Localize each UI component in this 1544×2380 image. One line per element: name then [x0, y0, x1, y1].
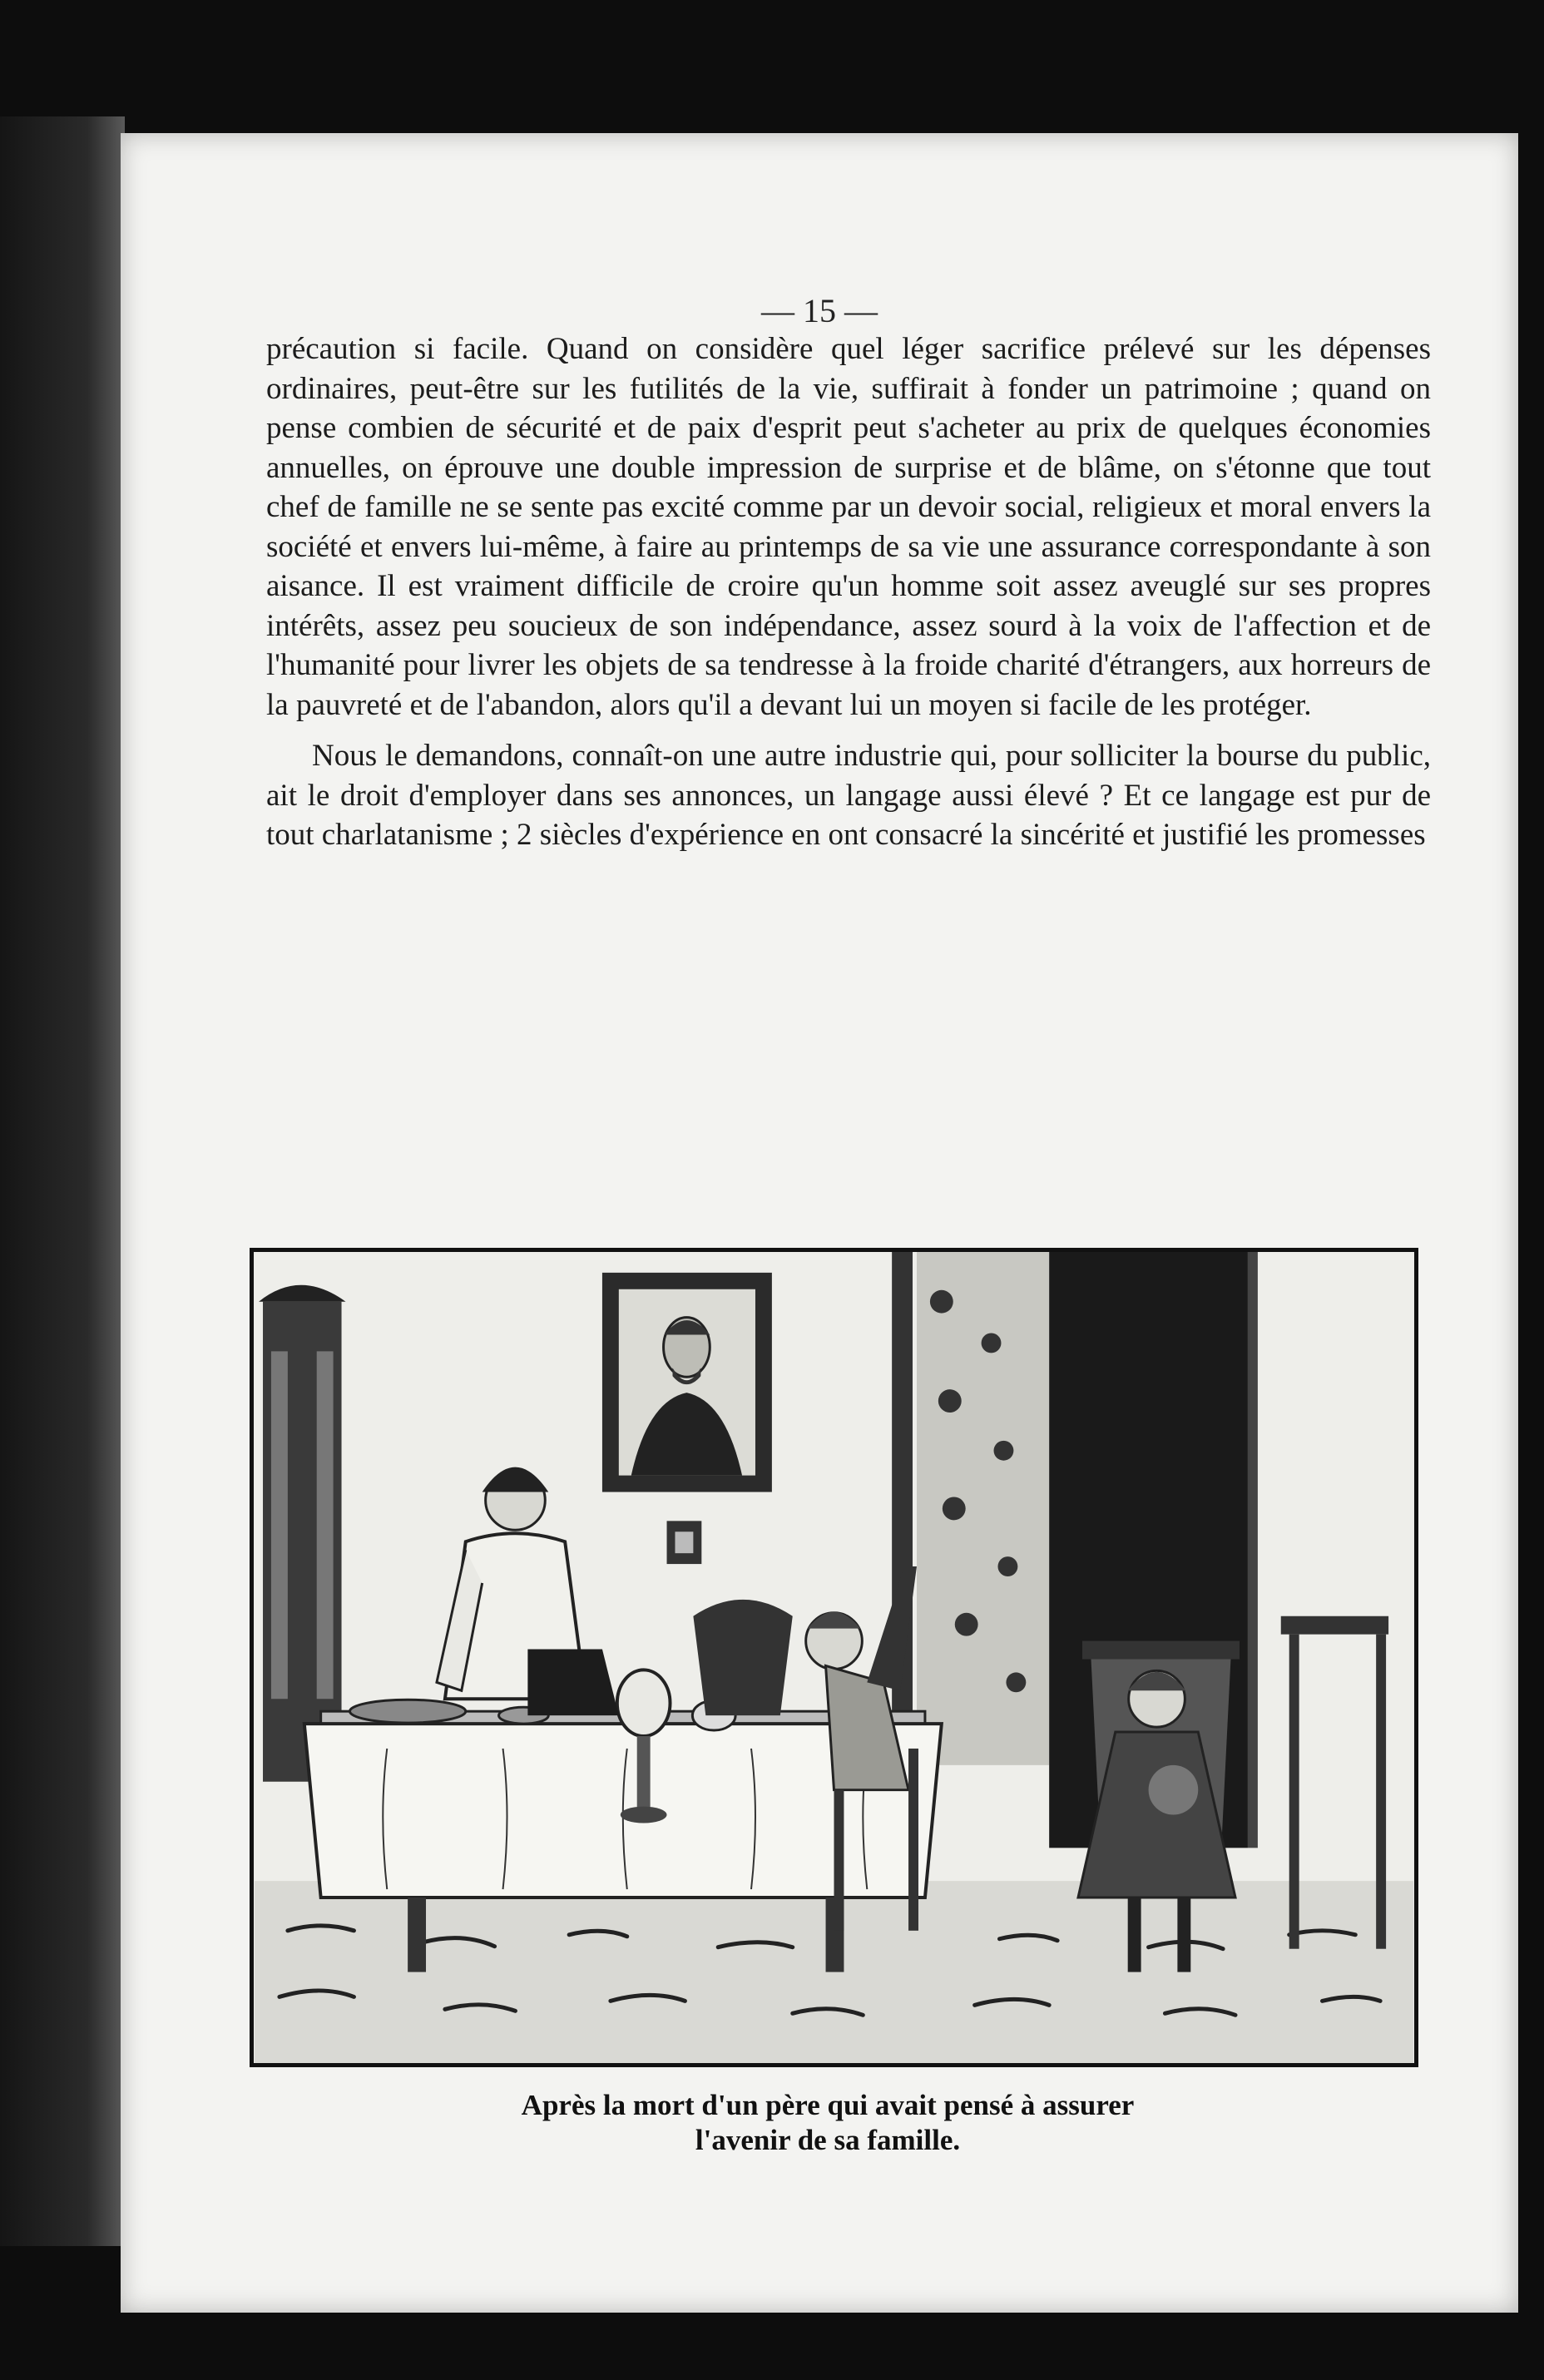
illustration-drawing	[254, 1252, 1414, 2063]
scan-left-edge	[0, 116, 125, 2246]
illustration-caption	[121, 2088, 1518, 2158]
paragraph-2: Nous le demandons, connaît-on une autre industrie qui, pour solliciter la bourse du public, ait le droit d'employer dans ses annonces, un langage aussi élevé ? Et ce langage est pur de tout charlatanisme ; 2 siècles d'expérience en ont consacré la sincérité et justifié les promesses	[266, 739, 1431, 852]
caption-line-2: l'avenir de sa famille.	[695, 2124, 961, 2156]
family-dining-illustration	[250, 1248, 1418, 2067]
body-text	[266, 329, 1431, 855]
paragraph-1: précaution si facile. Quand on considère quel léger sacrifice prélevé sur les dépenses ordinaires, peut-être sur les futilités de la vie, suffirait à fonder un patrimoine ; quand on pense combien de sécurité et de paix d'esprit peut s'acheter au prix de quelques économies annuelles, on éprouve une double impression de surprise et de blâme, on s'étonne que tout chef de famille ne se sente pas excité comme par un devoir social, religieux et moral envers la société et envers lui-même, à faire au printemps de sa vie une assurance correspondante à son aisance. Il est vraiment difficile de croire qu'un homme soit assez aveuglé sur ses propres intérêts, assez peu soucieux de son indépendance, assez sourd à la voix de l'affection et de l'humanité pour livrer les objets de sa tendresse à la froide charité d'étrangers, aux horreurs de la pauvreté et de l'abandon, alors qu'il a devant lui un moyen si facile de les protéger.	[266, 332, 1431, 722]
book-page	[121, 133, 1518, 2313]
caption-line-1: Après la mort d'un père qui avait pensé à assurer	[521, 2089, 1135, 2121]
page-number: — 15 —	[761, 292, 878, 329]
